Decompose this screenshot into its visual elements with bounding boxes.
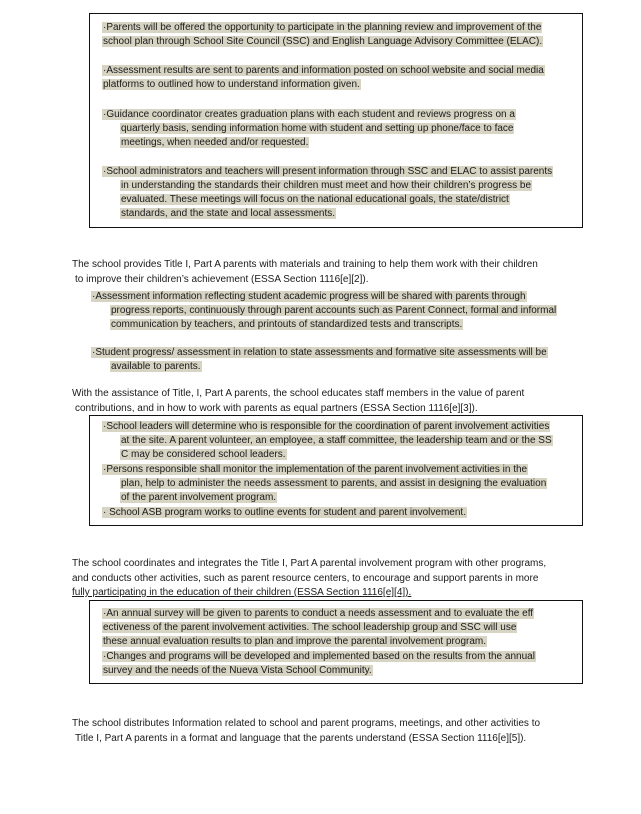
bullet-student-progress: ·Student progress/ assessment in relation to state assessments and formative site assessments will be available to parents. — [92, 347, 547, 372]
bullet-assessment-information: ·Assessment information reflecting student academic progress will be shared with parents through progress reports, continuously through parent accounts such as Parent Connect, formal and informal communication by teachers, and printouts of standardized tests and transcripts. — [92, 291, 557, 330]
bullet-persons-responsible: ·Persons responsible shall monitor the implementation of the parent involvement activities in the plan, help to administer the needs assessment to parents, and assist in designing the evaluation of the parent involvement program. — [103, 464, 547, 503]
bullet-guidance-coordinator: ·Guidance coordinator creates graduation plans with each student and reviews progress on a quarterly basis, sending information home with student and setting up phone/face to face meetings, when needed and/or requested. — [103, 109, 515, 148]
bullet-planning-review: ·Parents will be offered the opportunity to participate in the planning review and improvement of the school plan through School Site Council (SSC) and English Language Advisory Committee (ELAC). — [103, 22, 543, 47]
bullet-asb-program: · School ASB program works to outline events for student and parent involvement. — [103, 507, 466, 518]
bullet-school-leaders: ·School leaders will determine who is responsible for the coordination of parent involvement activities at the site. A parent volunteer, an employee, a staff committee, the leadership team and or the SS C may be considered school leaders. — [103, 421, 552, 460]
bullet-annual-survey: ·An annual survey will be given to parents to conduct a needs assessment and to evaluate the eff ectiveness of the parent involvement activities. The school leadership group and SSC will use these annual evaluation results to plan and improve the parental involvement program. — [103, 608, 534, 647]
paragraph-distributes-information: The school distributes Information related to school and parent programs, meetings, and other activities to Title I, Part A parents in a format and language that the parents understand (ESSA Section 1116[e][5]). — [72, 718, 541, 744]
bullet-school-administrators: ·School administrators and teachers will present information through SSC and ELAC to assist parents in understanding the standards their children must meet and how their children’s progress be evaluated. These meetings will focus on the national educational goals, the state/district standards, and the state and local assessments. — [103, 166, 553, 219]
bullet-assessment-results: ·Assessment results are sent to parents and information posted on school website and social media platforms to outlined how to understand information given. — [103, 65, 544, 90]
bullet-changes-programs: ·Changes and programs will be developed and implemented based on the results from the annual survey and the needs of the Nueva Vista School Community. — [103, 651, 535, 676]
paragraph-coordinates-integrates: The school coordinates and integrates the Title I, Part A parental involvement program with other programs, and conducts other activities, such as parent resource centers, to encourage and support parents in more fully participating in the education of their children (ESSA Section 1116[e][4]). — [72, 558, 547, 598]
paragraph-materials-training: The school provides Title I, Part A parents with materials and training to help them work with their children to improve their children’s achievement (ESSA Section 1116[e][2]). — [72, 259, 538, 285]
paragraph-educates-staff: With the assistance of Title, I, Part A parents, the school educates staff members in the value of parent contributions, and in how to work with parents as equal partners (ESSA Section 1116[e][3]). — [72, 388, 525, 414]
